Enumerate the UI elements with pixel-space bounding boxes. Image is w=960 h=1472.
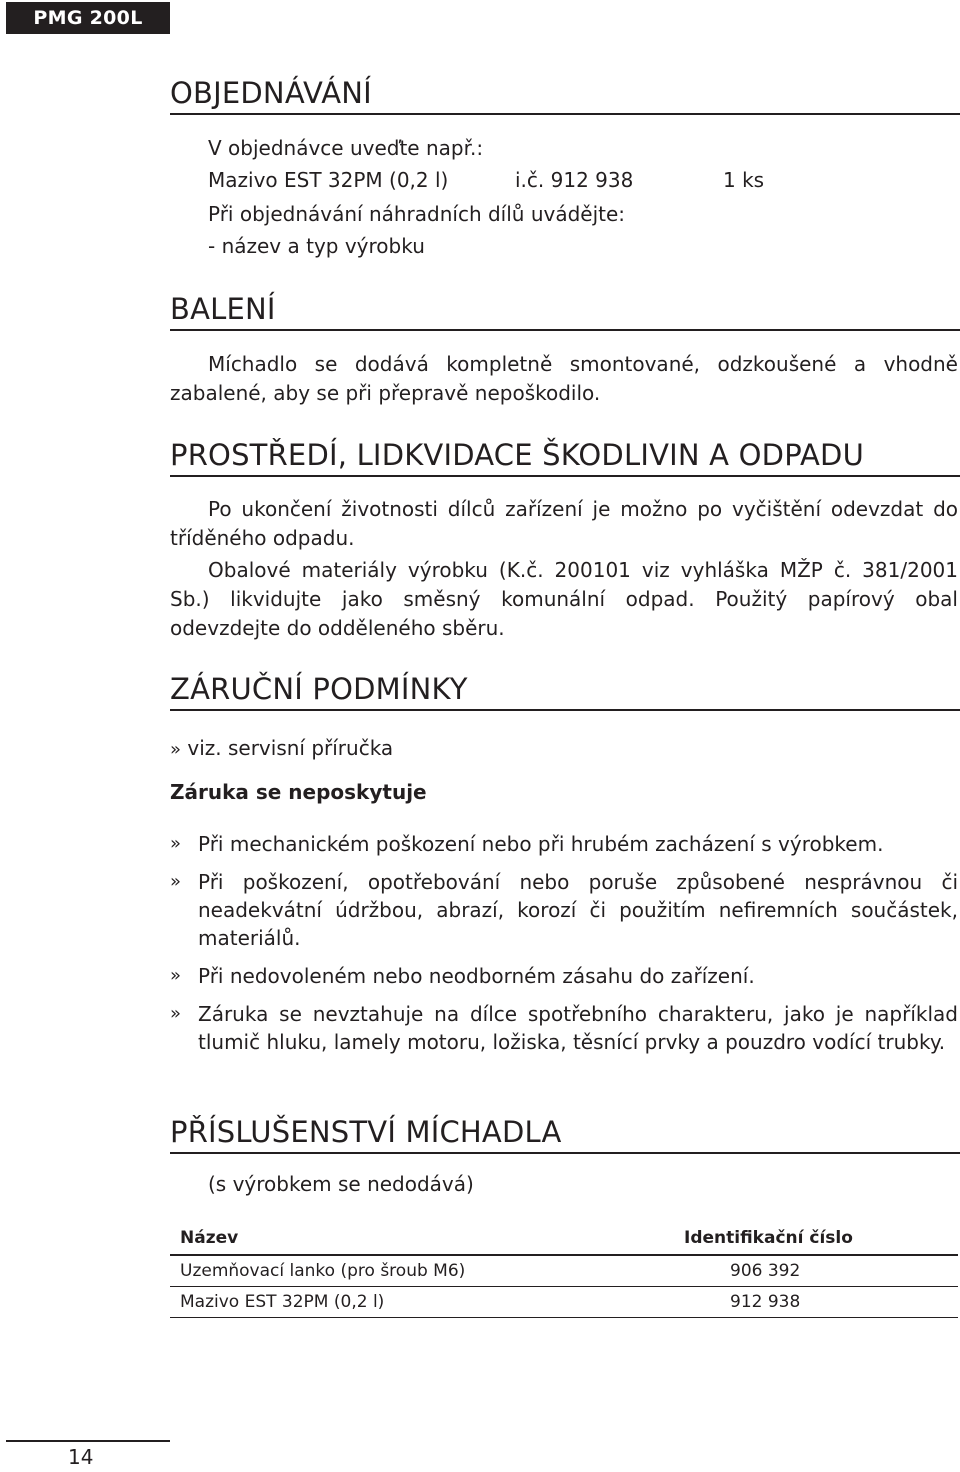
model-tag: PMG 200L <box>6 2 170 34</box>
packaging-text <box>170 350 958 408</box>
bullet-mark: » <box>170 965 182 986</box>
ordering-heading: OBJEDNÁVÁNÍ <box>170 76 960 115</box>
ordering-item: Mazivo EST 32PM (0,2 l) <box>208 168 449 192</box>
list-item <box>170 962 958 990</box>
list-item-text: Při nedovoleném nebo neodborném zásahu do zařízení. <box>198 964 755 988</box>
accessories-table <box>170 1222 958 1318</box>
table-cell-name: Uzemňovací lanko (pro šroub M6) <box>180 1261 466 1281</box>
bullet-mark: » <box>170 871 182 892</box>
accessories-subtitle: (s výrobkem se nedodává) <box>208 1172 474 1196</box>
bullet-mark: » <box>170 833 182 854</box>
warranty-reference-text: viz. servisní příručka <box>187 736 394 760</box>
list-item <box>170 830 958 858</box>
ordering-line-1: V objednávce uveďte např.: <box>208 136 484 160</box>
table-row <box>170 1287 958 1318</box>
environment-paragraph-1 <box>170 495 958 553</box>
list-item-text: Při mechanickém poškození nebo při hrubém zacházení s výrobkem. <box>198 832 884 856</box>
environment-heading: PROSTŘEDÍ, LIDKVIDACE ŠKODLIVIN A ODPADU <box>170 438 960 477</box>
list-item <box>170 868 958 952</box>
table-cell-name: Mazivo EST 32PM (0,2 l) <box>180 1292 385 1312</box>
ordering-code: i.č. 912 938 <box>515 168 634 192</box>
bullet-mark: » <box>170 739 182 760</box>
ordering-line-3: Při objednávání náhradních dílů uvádějte: <box>208 202 626 226</box>
environment-paragraph-2-text: Obalové materiály výrobku (K.č. 200101 viz vyhláška MŽP č. 381/2001 Sb.) likvidujte jako směsný komunální odpad. Použitý papírový obal odevzdejte do odděleného sběru. <box>170 558 958 640</box>
packaging-text-content: Míchadlo se dodává kompletně smontované, odzkoušené a vhodně zabalené, aby se při přepravě nepoškodilo. <box>170 352 958 405</box>
table-cell-id: 912 938 <box>730 1292 801 1312</box>
ordering-qty: 1 ks <box>723 168 765 192</box>
warranty-exclusions-list <box>170 830 958 1056</box>
column-header-id: Identifikační číslo <box>684 1228 853 1248</box>
environment-paragraph-2 <box>170 556 958 643</box>
page-number: 14 <box>68 1445 94 1469</box>
bullet-mark: » <box>170 1003 182 1024</box>
packaging-heading: BALENÍ <box>170 292 960 331</box>
ordering-line-4: - název a typ výrobku <box>208 234 425 258</box>
accessories-heading: PŘÍSLUŠENSTVÍ MÍCHADLA <box>170 1115 960 1154</box>
table-row <box>170 1255 958 1287</box>
warranty-not-provided-heading: Záruka se neposkytuje <box>170 780 427 804</box>
list-item-text: Při poškození, opotřebování nebo poruše způsobené nesprávnou či neadekvátní údržbou, abrazí, korozí či použitím nefiremních součástek, materiálů. <box>198 870 958 950</box>
warranty-reference <box>170 732 393 766</box>
environment-paragraph-1-text: Po ukončení životnosti dílců zařízení je možno po vyčištění odevzdat do tříděného odpadu. <box>170 497 958 550</box>
warranty-heading: ZÁRUČNÍ PODMÍNKY <box>170 672 960 711</box>
table-cell-id: 906 392 <box>730 1261 801 1281</box>
list-item-text: Záruka se nevztahuje na dílce spotřebního charakteru, jako je například tlumič hluku, lamely motoru, ložiska, těsnící prvky a pouzdro vodící trubky. <box>198 1002 958 1054</box>
list-item <box>170 1000 958 1056</box>
column-header-name: Název <box>180 1228 239 1248</box>
table-header-row <box>170 1222 958 1255</box>
